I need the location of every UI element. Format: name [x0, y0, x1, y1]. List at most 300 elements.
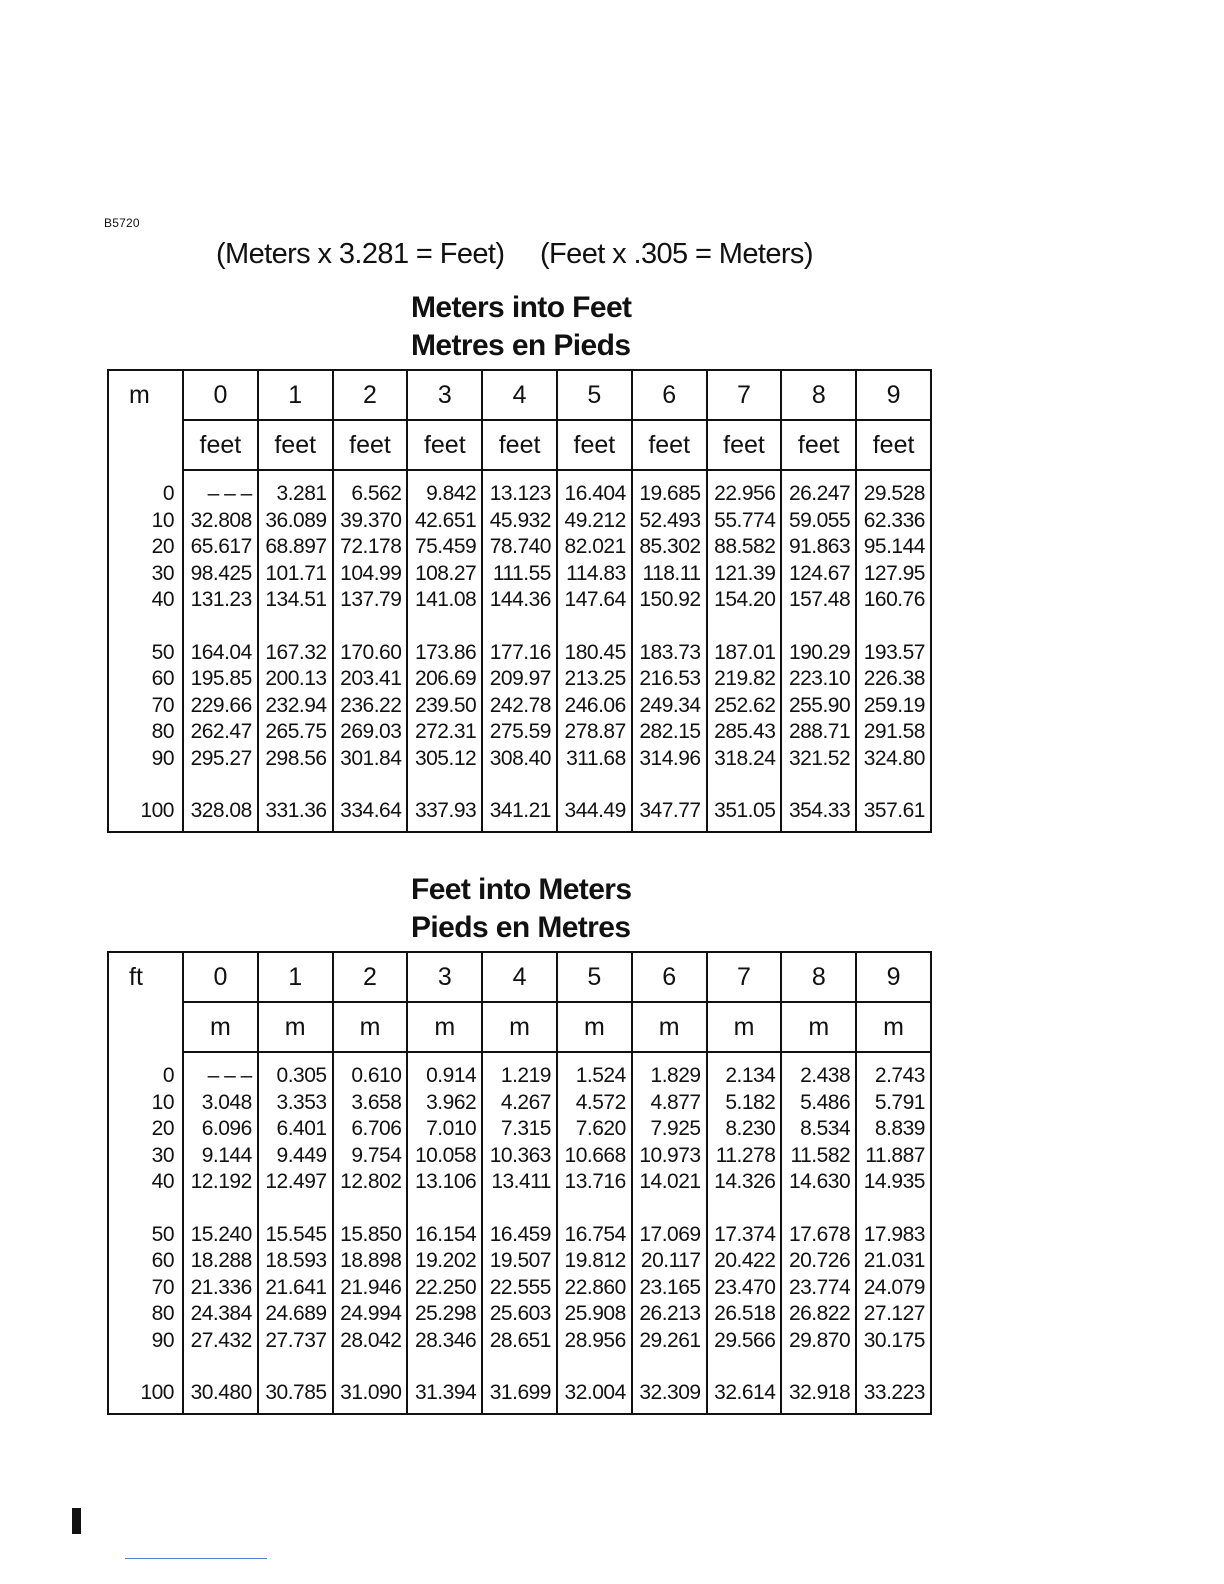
- value-cell: 9.754: [333, 1143, 408, 1170]
- table-row: [108, 746, 931, 773]
- value-cell: 18.898: [333, 1248, 408, 1275]
- spacer-cell: [333, 1354, 408, 1380]
- spacer-cell: [258, 825, 333, 832]
- value-cell: 331.36: [258, 798, 333, 825]
- spacer-cell: [557, 470, 632, 481]
- value-cell: 29.566: [707, 1328, 782, 1355]
- row-label: 40: [151, 1170, 174, 1193]
- value-cell: 4.877: [632, 1090, 707, 1117]
- value-cell: 12.802: [333, 1169, 408, 1196]
- value-cell: 170.60: [333, 640, 408, 667]
- value-cell: 13.123: [482, 481, 557, 508]
- spacer-cell: [108, 825, 183, 832]
- value-cell: 7.620: [557, 1116, 632, 1143]
- footer-rule: [125, 1558, 267, 1559]
- unit-header-cell: feet: [781, 420, 856, 470]
- value-cell: 12.192: [183, 1169, 258, 1196]
- spacer-cell: [707, 1354, 782, 1380]
- row-label: 90: [151, 1328, 174, 1352]
- value-cell: 236.22: [333, 693, 408, 720]
- spacer-cell: [856, 614, 931, 640]
- row-label: 30: [151, 561, 174, 585]
- spacer-cell: [707, 772, 782, 798]
- value-cell: 0.305: [258, 1063, 333, 1090]
- digit-header-3: 3: [407, 952, 482, 1002]
- spacer-cell: [333, 825, 408, 832]
- row-group-gap: [108, 614, 931, 640]
- digit-header-1: 1: [258, 370, 333, 420]
- value-cell: 318.24: [707, 746, 782, 773]
- spacer-cell: [707, 1407, 782, 1414]
- value-cell: 25.603: [482, 1301, 557, 1328]
- value-cell: 111.55: [482, 561, 557, 588]
- row-label: 60: [151, 1249, 174, 1272]
- spacer-cell: [258, 772, 333, 798]
- value-cell: 19.685: [632, 481, 707, 508]
- value-cell: 10.973: [632, 1143, 707, 1170]
- value-cell: 26.822: [781, 1301, 856, 1328]
- value-cell: 298.56: [258, 746, 333, 773]
- row-label: 90: [151, 746, 174, 770]
- spacer-cell: [707, 1196, 782, 1222]
- value-cell: 21.031: [856, 1248, 931, 1275]
- value-cell: 265.75: [258, 719, 333, 746]
- spacer-cell: [183, 614, 258, 640]
- value-cell: 32.309: [632, 1380, 707, 1407]
- table-row: [108, 561, 931, 588]
- row-label: 100: [140, 1381, 174, 1404]
- table-row: [108, 798, 931, 825]
- value-cell: 23.470: [707, 1275, 782, 1302]
- value-cell: – – –: [183, 1063, 258, 1090]
- unit-header-row: [108, 420, 931, 470]
- value-cell: – – –: [183, 481, 258, 508]
- spacer-cell: [407, 825, 482, 832]
- row-label: 10: [151, 508, 174, 532]
- spacer-cell: [258, 470, 333, 481]
- value-cell: 226.38: [856, 666, 931, 693]
- value-cell: 157.48: [781, 587, 856, 614]
- value-cell: 91.863: [781, 534, 856, 561]
- unit-header-cell: m: [482, 1002, 557, 1052]
- spacer-cell: [183, 1407, 258, 1414]
- spacer-cell: [407, 1407, 482, 1414]
- value-cell: 164.04: [183, 640, 258, 667]
- value-cell: 19.202: [407, 1248, 482, 1275]
- digit-header-0: 0: [183, 370, 258, 420]
- value-cell: 232.94: [258, 693, 333, 720]
- value-cell: 19.812: [557, 1248, 632, 1275]
- value-cell: 291.58: [856, 719, 931, 746]
- value-cell: 30.785: [258, 1380, 333, 1407]
- value-cell: 118.11: [632, 561, 707, 588]
- spacer-cell: [557, 772, 632, 798]
- spacer-cell: [632, 825, 707, 832]
- spacer-cell: [407, 470, 482, 481]
- value-cell: 14.935: [856, 1169, 931, 1196]
- value-cell: 21.336: [183, 1275, 258, 1302]
- table-bottom-padding: [108, 1407, 931, 1414]
- value-cell: 14.630: [781, 1169, 856, 1196]
- row-label: 0: [162, 482, 174, 505]
- spacer-cell: [781, 614, 856, 640]
- spacer-cell: [333, 1052, 408, 1063]
- value-cell: 269.03: [333, 719, 408, 746]
- value-cell: 104.99: [333, 561, 408, 588]
- spacer-cell: [108, 614, 183, 640]
- value-cell: 49.212: [557, 508, 632, 535]
- formula-feet-to-meters: (Feet x .305 = Meters): [540, 238, 813, 270]
- value-cell: 7.925: [632, 1116, 707, 1143]
- value-cell: 28.956: [557, 1328, 632, 1355]
- row-label: 80: [151, 720, 174, 743]
- spacer-cell: [183, 470, 258, 481]
- value-cell: 13.106: [407, 1169, 482, 1196]
- unit-header-cell: feet: [856, 420, 931, 470]
- value-cell: 22.250: [407, 1275, 482, 1302]
- value-cell: 2.743: [856, 1063, 931, 1090]
- value-cell: 1.829: [632, 1063, 707, 1090]
- digit-header-5: 5: [557, 952, 632, 1002]
- spacer-cell: [781, 1407, 856, 1414]
- table-row: [108, 1090, 931, 1117]
- value-cell: 141.08: [407, 587, 482, 614]
- value-cell: 17.678: [781, 1222, 856, 1249]
- digit-header-5: 5: [557, 370, 632, 420]
- table-row: [108, 1116, 931, 1143]
- value-cell: 147.64: [557, 587, 632, 614]
- spacer-cell: [557, 825, 632, 832]
- value-cell: 23.165: [632, 1275, 707, 1302]
- value-cell: 124.67: [781, 561, 856, 588]
- value-cell: 16.459: [482, 1222, 557, 1249]
- spacer-cell: [258, 1052, 333, 1063]
- value-cell: 272.31: [407, 719, 482, 746]
- value-cell: 25.298: [407, 1301, 482, 1328]
- unit-header-cell: m: [856, 1002, 931, 1052]
- value-cell: 5.486: [781, 1090, 856, 1117]
- spacer-cell: [707, 470, 782, 481]
- value-cell: 4.572: [557, 1090, 632, 1117]
- value-cell: 30.175: [856, 1328, 931, 1355]
- spacer-cell: [482, 1354, 557, 1380]
- value-cell: 12.497: [258, 1169, 333, 1196]
- unit-header-cell: feet: [183, 420, 258, 470]
- unit-header-cell: m: [258, 1002, 333, 1052]
- spacer-cell: [333, 772, 408, 798]
- value-cell: 308.40: [482, 746, 557, 773]
- value-cell: 285.43: [707, 719, 782, 746]
- row-label: 30: [151, 1143, 174, 1167]
- value-cell: 134.51: [258, 587, 333, 614]
- spacer-cell: [781, 470, 856, 481]
- value-cell: 13.716: [557, 1169, 632, 1196]
- spacer-cell: [183, 1354, 258, 1380]
- spacer-cell: [108, 1354, 183, 1380]
- value-cell: 288.71: [781, 719, 856, 746]
- value-cell: 3.962: [407, 1090, 482, 1117]
- value-cell: 14.021: [632, 1169, 707, 1196]
- unit-corner-label: m: [129, 381, 150, 409]
- value-cell: 42.651: [407, 508, 482, 535]
- value-cell: 216.53: [632, 666, 707, 693]
- value-cell: 160.76: [856, 587, 931, 614]
- unit-header-cell: m: [557, 1002, 632, 1052]
- value-cell: 177.16: [482, 640, 557, 667]
- spacer-cell: [108, 1196, 183, 1222]
- value-cell: 29.261: [632, 1328, 707, 1355]
- value-cell: 32.004: [557, 1380, 632, 1407]
- value-cell: 321.52: [781, 746, 856, 773]
- table-row: [108, 1275, 931, 1302]
- spacer-cell: [707, 825, 782, 832]
- spacer-cell: [407, 1354, 482, 1380]
- value-cell: 95.144: [856, 534, 931, 561]
- value-cell: 31.394: [407, 1380, 482, 1407]
- spacer-cell: [258, 1354, 333, 1380]
- value-cell: 27.127: [856, 1301, 931, 1328]
- row-label: 80: [151, 1302, 174, 1325]
- spacer-cell: [183, 1052, 258, 1063]
- value-cell: 27.737: [258, 1328, 333, 1355]
- value-cell: 3.048: [183, 1090, 258, 1117]
- spacer-cell: [707, 614, 782, 640]
- value-cell: 21.641: [258, 1275, 333, 1302]
- table-row: [108, 1222, 931, 1249]
- value-cell: 328.08: [183, 798, 258, 825]
- value-cell: 351.05: [707, 798, 782, 825]
- value-cell: 301.84: [333, 746, 408, 773]
- value-cell: 246.06: [557, 693, 632, 720]
- spacer-cell: [258, 1407, 333, 1414]
- value-cell: 249.34: [632, 693, 707, 720]
- value-cell: 22.956: [707, 481, 782, 508]
- table-row: [108, 693, 931, 720]
- value-cell: 45.932: [482, 508, 557, 535]
- value-cell: 32.918: [781, 1380, 856, 1407]
- spacer-cell: [781, 772, 856, 798]
- value-cell: 173.86: [407, 640, 482, 667]
- value-cell: 1.524: [557, 1063, 632, 1090]
- value-cell: 28.651: [482, 1328, 557, 1355]
- value-cell: 30.480: [183, 1380, 258, 1407]
- value-cell: 150.92: [632, 587, 707, 614]
- value-cell: 16.154: [407, 1222, 482, 1249]
- spacer-cell: [108, 772, 183, 798]
- unit-header-row: [108, 1002, 931, 1052]
- table-row: [108, 587, 931, 614]
- value-cell: 15.240: [183, 1222, 258, 1249]
- value-cell: 154.20: [707, 587, 782, 614]
- unit-header-cell: feet: [333, 420, 408, 470]
- row-label: 20: [151, 1117, 174, 1140]
- unit-header-cell: m: [781, 1002, 856, 1052]
- spacer-cell: [856, 1196, 931, 1222]
- value-cell: 11.582: [781, 1143, 856, 1170]
- value-cell: 24.384: [183, 1301, 258, 1328]
- value-cell: 144.36: [482, 587, 557, 614]
- spacer-cell: [632, 772, 707, 798]
- unit-header-cell: feet: [557, 420, 632, 470]
- value-cell: 3.353: [258, 1090, 333, 1117]
- digit-header-3: 3: [407, 370, 482, 420]
- value-cell: 20.117: [632, 1248, 707, 1275]
- value-cell: 9.842: [407, 481, 482, 508]
- row-label: 50: [151, 1222, 174, 1246]
- spacer-cell: [333, 1196, 408, 1222]
- value-cell: 10.058: [407, 1143, 482, 1170]
- spacer-cell: [856, 1354, 931, 1380]
- table-row: [108, 1063, 931, 1090]
- table-bottom-padding: [108, 825, 931, 832]
- spacer-cell: [632, 614, 707, 640]
- unit-corner-label: ft: [129, 963, 143, 991]
- value-cell: 344.49: [557, 798, 632, 825]
- spacer-cell: [632, 1196, 707, 1222]
- value-cell: 195.85: [183, 666, 258, 693]
- value-cell: 3.281: [258, 481, 333, 508]
- value-cell: 311.68: [557, 746, 632, 773]
- value-cell: 88.582: [707, 534, 782, 561]
- digit-header-row: [108, 952, 931, 1002]
- value-cell: 82.021: [557, 534, 632, 561]
- value-cell: 324.80: [856, 746, 931, 773]
- spacer-cell: [482, 772, 557, 798]
- row-group-gap: [108, 772, 931, 798]
- spacer-cell: [183, 825, 258, 832]
- value-cell: 27.432: [183, 1328, 258, 1355]
- value-cell: 33.223: [856, 1380, 931, 1407]
- spacer-cell: [781, 825, 856, 832]
- value-cell: 17.374: [707, 1222, 782, 1249]
- table-title-meters-into-feet: Meters into Feet: [411, 291, 632, 324]
- value-cell: 190.29: [781, 640, 856, 667]
- value-cell: 24.689: [258, 1301, 333, 1328]
- spacer-cell: [781, 1354, 856, 1380]
- value-cell: 19.507: [482, 1248, 557, 1275]
- unit-header-cell: m: [183, 1002, 258, 1052]
- digit-header-9: 9: [856, 370, 931, 420]
- value-cell: 183.73: [632, 640, 707, 667]
- value-cell: 6.401: [258, 1116, 333, 1143]
- value-cell: 209.97: [482, 666, 557, 693]
- value-cell: 21.946: [333, 1275, 408, 1302]
- digit-header-8: 8: [781, 370, 856, 420]
- value-cell: 259.19: [856, 693, 931, 720]
- value-cell: 52.493: [632, 508, 707, 535]
- value-cell: 16.754: [557, 1222, 632, 1249]
- value-cell: 114.83: [557, 561, 632, 588]
- value-cell: 36.089: [258, 508, 333, 535]
- value-cell: 32.808: [183, 508, 258, 535]
- spacer-cell: [407, 772, 482, 798]
- digit-header-row: [108, 370, 931, 420]
- value-cell: 6.562: [333, 481, 408, 508]
- row-label: 20: [151, 535, 174, 558]
- value-cell: 22.860: [557, 1275, 632, 1302]
- value-cell: 20.422: [707, 1248, 782, 1275]
- table-row: [108, 481, 931, 508]
- digit-header-4: 4: [482, 952, 557, 1002]
- spacer-cell: [482, 614, 557, 640]
- value-cell: 65.617: [183, 534, 258, 561]
- row-group-gap: [108, 1354, 931, 1380]
- value-cell: 334.64: [333, 798, 408, 825]
- spacer-cell: [407, 1052, 482, 1063]
- spacer-cell: [632, 1052, 707, 1063]
- table-row: [108, 1328, 931, 1355]
- value-cell: 347.77: [632, 798, 707, 825]
- value-cell: 31.090: [333, 1380, 408, 1407]
- spacer-cell: [333, 614, 408, 640]
- value-cell: 282.15: [632, 719, 707, 746]
- spacer-cell: [856, 470, 931, 481]
- spacer-cell: [108, 470, 183, 481]
- spacer-cell: [557, 614, 632, 640]
- table-row: [108, 640, 931, 667]
- value-cell: 20.726: [781, 1248, 856, 1275]
- table-top-padding: [108, 470, 931, 481]
- unit-header-blank: [108, 1002, 183, 1052]
- value-cell: 85.302: [632, 534, 707, 561]
- spacer-cell: [108, 1407, 183, 1414]
- spacer-cell: [557, 1354, 632, 1380]
- spacer-cell: [632, 1407, 707, 1414]
- row-label: 50: [151, 640, 174, 664]
- value-cell: 187.01: [707, 640, 782, 667]
- spacer-cell: [482, 825, 557, 832]
- value-cell: 75.459: [407, 534, 482, 561]
- unit-header-cell: feet: [407, 420, 482, 470]
- table-row: [108, 1380, 931, 1407]
- value-cell: 213.25: [557, 666, 632, 693]
- digit-header-1: 1: [258, 952, 333, 1002]
- meters-to-feet-table: [107, 369, 932, 833]
- value-cell: 0.914: [407, 1063, 482, 1090]
- value-cell: 314.96: [632, 746, 707, 773]
- value-cell: 239.50: [407, 693, 482, 720]
- table-top-padding: [108, 1052, 931, 1063]
- value-cell: 72.178: [333, 534, 408, 561]
- value-cell: 16.404: [557, 481, 632, 508]
- digit-header-2: 2: [333, 370, 408, 420]
- value-cell: 229.66: [183, 693, 258, 720]
- spacer-cell: [482, 470, 557, 481]
- table-row: [108, 719, 931, 746]
- formula-meters-to-feet: (Meters x 3.281 = Feet): [216, 238, 505, 270]
- value-cell: 262.47: [183, 719, 258, 746]
- value-cell: 25.908: [557, 1301, 632, 1328]
- unit-header-cell: feet: [258, 420, 333, 470]
- row-label: 70: [151, 1275, 174, 1299]
- spacer-cell: [183, 772, 258, 798]
- value-cell: 14.326: [707, 1169, 782, 1196]
- digit-header-7: 7: [707, 952, 782, 1002]
- value-cell: 39.370: [333, 508, 408, 535]
- value-cell: 295.27: [183, 746, 258, 773]
- digit-header-7: 7: [707, 370, 782, 420]
- value-cell: 10.668: [557, 1143, 632, 1170]
- value-cell: 24.994: [333, 1301, 408, 1328]
- value-cell: 32.614: [707, 1380, 782, 1407]
- value-cell: 26.213: [632, 1301, 707, 1328]
- value-cell: 26.247: [781, 481, 856, 508]
- value-cell: 203.41: [333, 666, 408, 693]
- spacer-cell: [856, 1052, 931, 1063]
- spacer-cell: [258, 1196, 333, 1222]
- unit-header-cell: m: [333, 1002, 408, 1052]
- value-cell: 55.774: [707, 508, 782, 535]
